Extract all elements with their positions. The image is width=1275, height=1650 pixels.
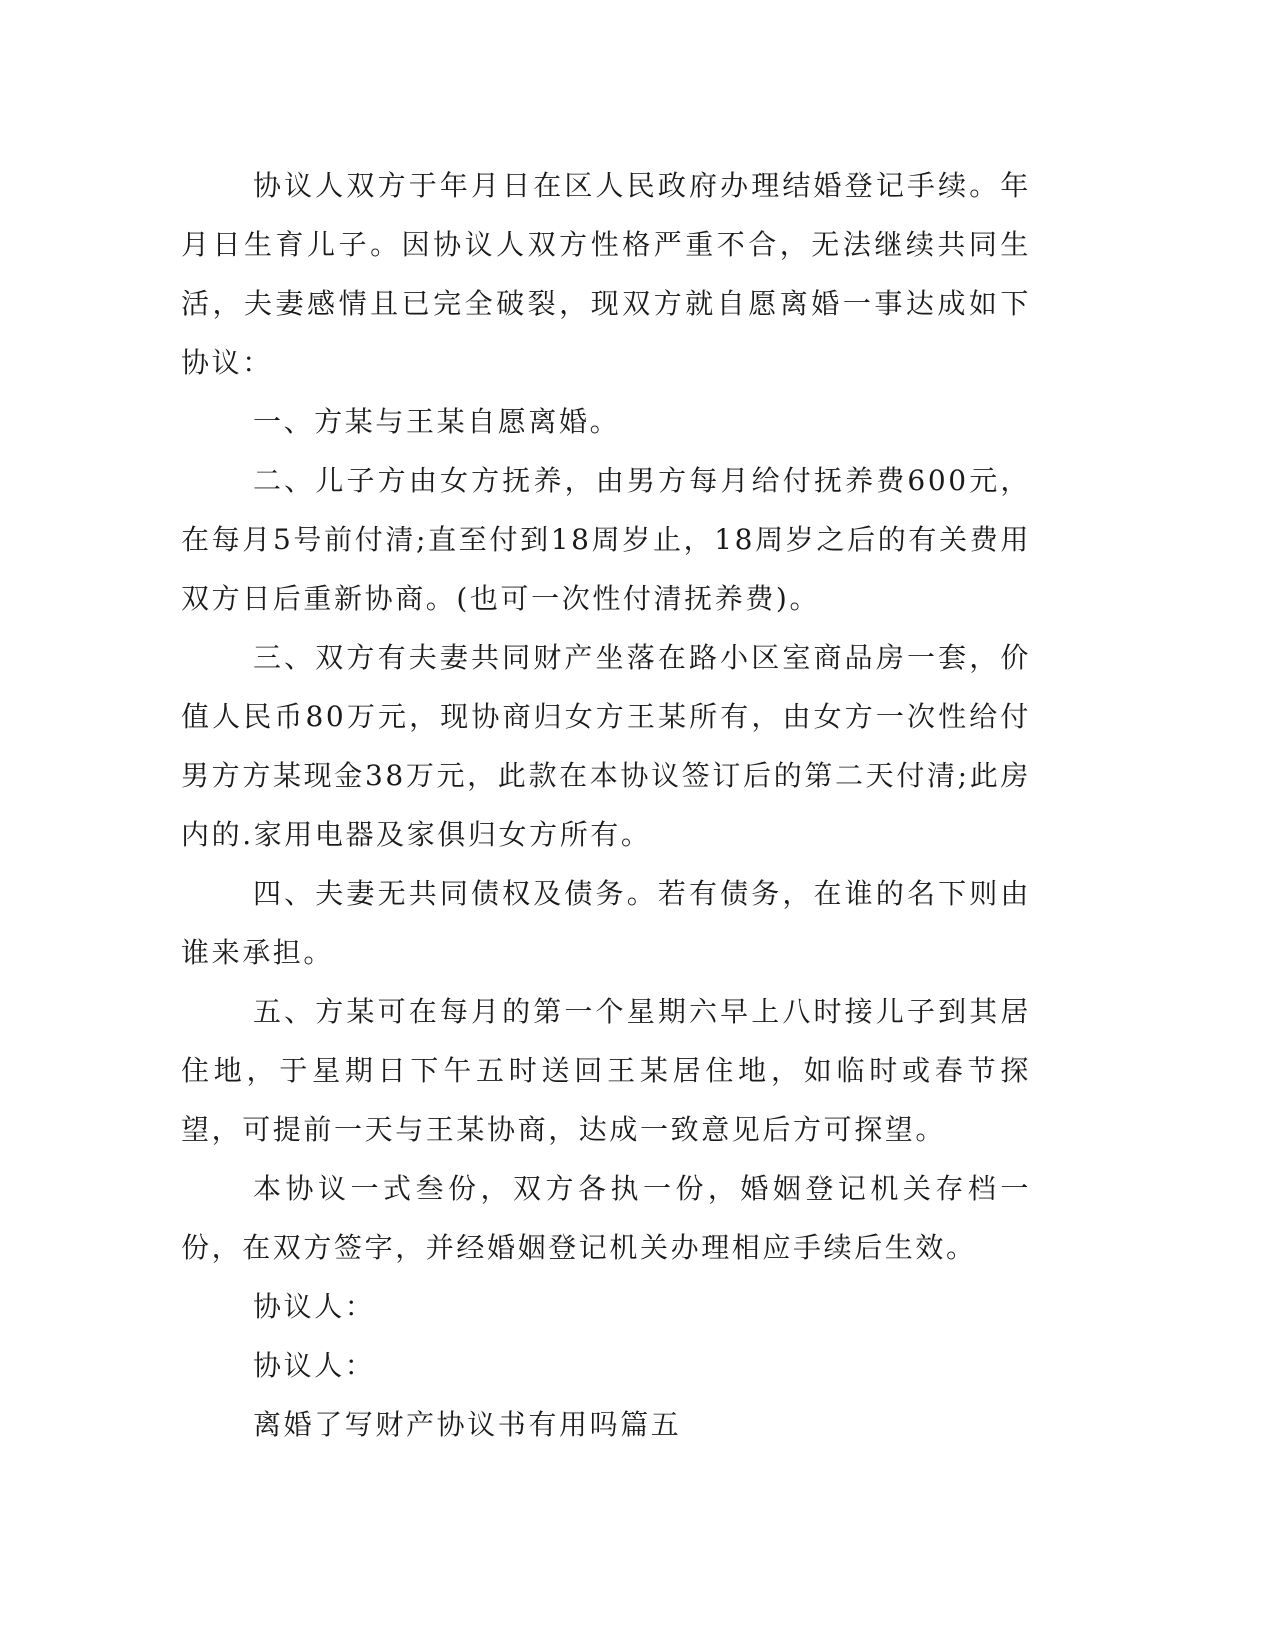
signatory-line-1: 协议人： [253, 1290, 376, 1323]
signatory-line-2: 协议人： [253, 1349, 376, 1382]
paragraph-clause-3: 三、双方有夫妻共同财产坐落在路小区室商品房一套，价值人民币80万元，现协商归女方王某所有，由女方一次性给付男方方某现金38万元，此款在本协议签订后的第二天付清;此房内的.家用电器及家俱归女方所有。 [181, 641, 1031, 851]
section-heading: 离婚了写财产协议书有用吗篇五 [253, 1408, 682, 1441]
paragraph-clause-1: 一、方某与王某自愿离婚。 [253, 405, 621, 438]
paragraph-clause-2: 二、儿子方由女方抚养，由男方每月给付抚养费600元，在每月5号前付清;直至付到18周岁止，18周岁之后的有关费用双方日后重新协商。(也可一次性付清抚养费)。 [181, 464, 1031, 615]
paragraph-intro: 协议人双方于年月日在区人民政府办理结婚登记手续。年月日生育儿子。因协议人双方性格严重不合，无法继续共同生活，夫妻感情且已完全破裂，现双方就自愿离婚一事达成如下协议： [181, 169, 1031, 379]
paragraph-clause-5: 五、方某可在每月的第一个星期六早上八时接儿子到其居住地，于星期日下午五时送回王某居住地，如临时或春节探望，可提前一天与王某协商，达成一致意见后方可探望。 [181, 995, 1031, 1146]
paragraph-copies: 本协议一式叁份，双方各执一份，婚姻登记机关存档一份，在双方签字，并经婚姻登记机关办理相应手续后生效。 [181, 1172, 1031, 1264]
paragraph-clause-4: 四、夫妻无共同债权及债务。若有债务，在谁的名下则由谁来承担。 [181, 877, 1031, 969]
document-body [181, 156, 1031, 1454]
